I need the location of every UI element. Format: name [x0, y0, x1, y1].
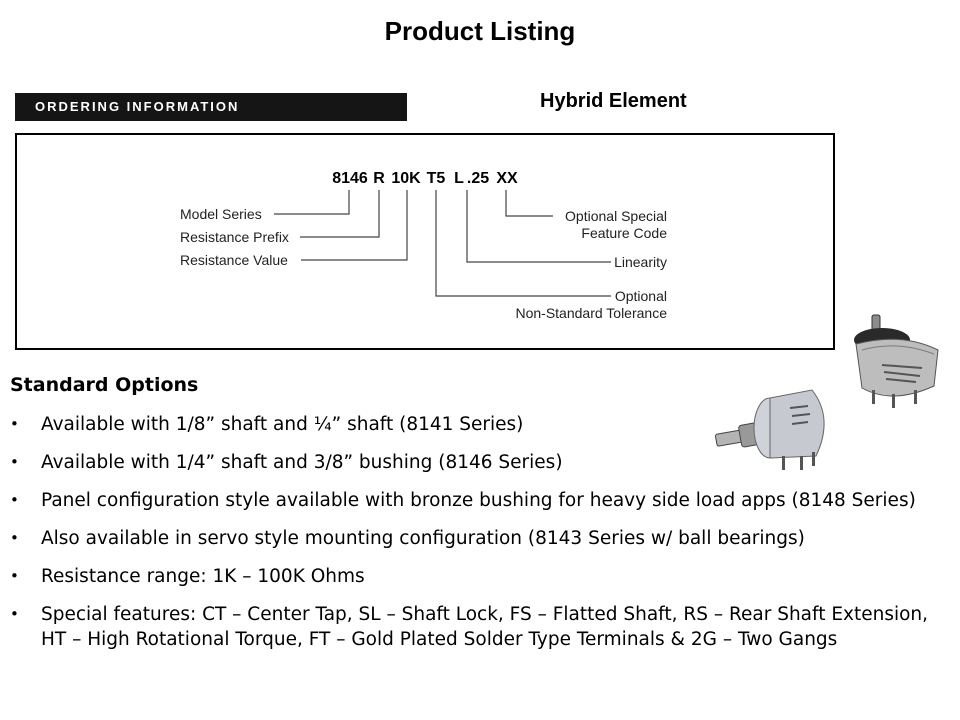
page-title: Product Listing	[384, 16, 576, 46]
option-text: Panel configuration style available with bronze bushing for heavy side load apps (8148 Series)	[41, 490, 916, 511]
label-resistance-prefix: Resistance Prefix	[180, 229, 289, 245]
code-part-tolerance: T5	[426, 170, 446, 187]
bullet-icon: •	[10, 491, 19, 509]
label-linearity: Linearity	[614, 254, 667, 270]
option-text: Special features: CT – Center Tap, SL – Shaft Lock, FS – Flatted Shaft, RS – Rear Shaft Extension, HT – High Rotational Torque, FT – Gold Plated Solder Type Terminals & 2G – Two Gangs	[41, 604, 929, 650]
list-item	[10, 526, 945, 551]
list-item	[10, 488, 945, 513]
code-part-special: XX	[496, 170, 518, 187]
label-optional-special: Optional Special	[565, 208, 667, 224]
ordering-code-diagram	[15, 133, 835, 350]
label-optional: Optional	[614, 288, 667, 304]
label-model-series: Model Series	[180, 206, 262, 222]
option-text: Resistance range: 1K – 100K Ohms	[41, 566, 365, 587]
potentiometer-photo-large	[842, 310, 942, 410]
list-item	[10, 450, 945, 475]
code-part-prefix: R	[373, 170, 385, 187]
bullet-icon: •	[10, 529, 19, 547]
label-non-standard-tolerance: Non-Standard Tolerance	[515, 305, 667, 321]
label-feature-code: Feature Code	[581, 225, 667, 241]
bullet-icon: •	[10, 567, 19, 585]
list-item	[10, 412, 945, 437]
option-text: Available with 1/4” shaft and 3/8” bushing (8146 Series)	[41, 452, 563, 473]
bullet-icon: •	[10, 453, 19, 471]
bullet-icon: •	[10, 415, 19, 433]
code-part-model: 8146	[332, 170, 368, 187]
hybrid-element-heading: Hybrid Element	[540, 90, 687, 112]
code-part-linearity: L	[454, 170, 464, 187]
standard-options-heading: Standard Options	[10, 374, 199, 396]
ordering-information-banner: ORDERING INFORMATION	[15, 93, 407, 121]
label-resistance-value: Resistance Value	[180, 252, 288, 268]
option-text: Also available in servo style mounting configuration (8143 Series w/ ball bearings)	[41, 528, 805, 549]
standard-options-list	[10, 412, 945, 665]
option-text: Available with 1/8” shaft and ¼” shaft (8141 Series)	[41, 414, 524, 435]
list-item	[10, 564, 945, 589]
bullet-icon: •	[10, 605, 19, 623]
list-item	[10, 602, 945, 652]
code-part-value: 10K	[391, 170, 421, 187]
code-part-linearity-value: .25	[466, 170, 490, 187]
